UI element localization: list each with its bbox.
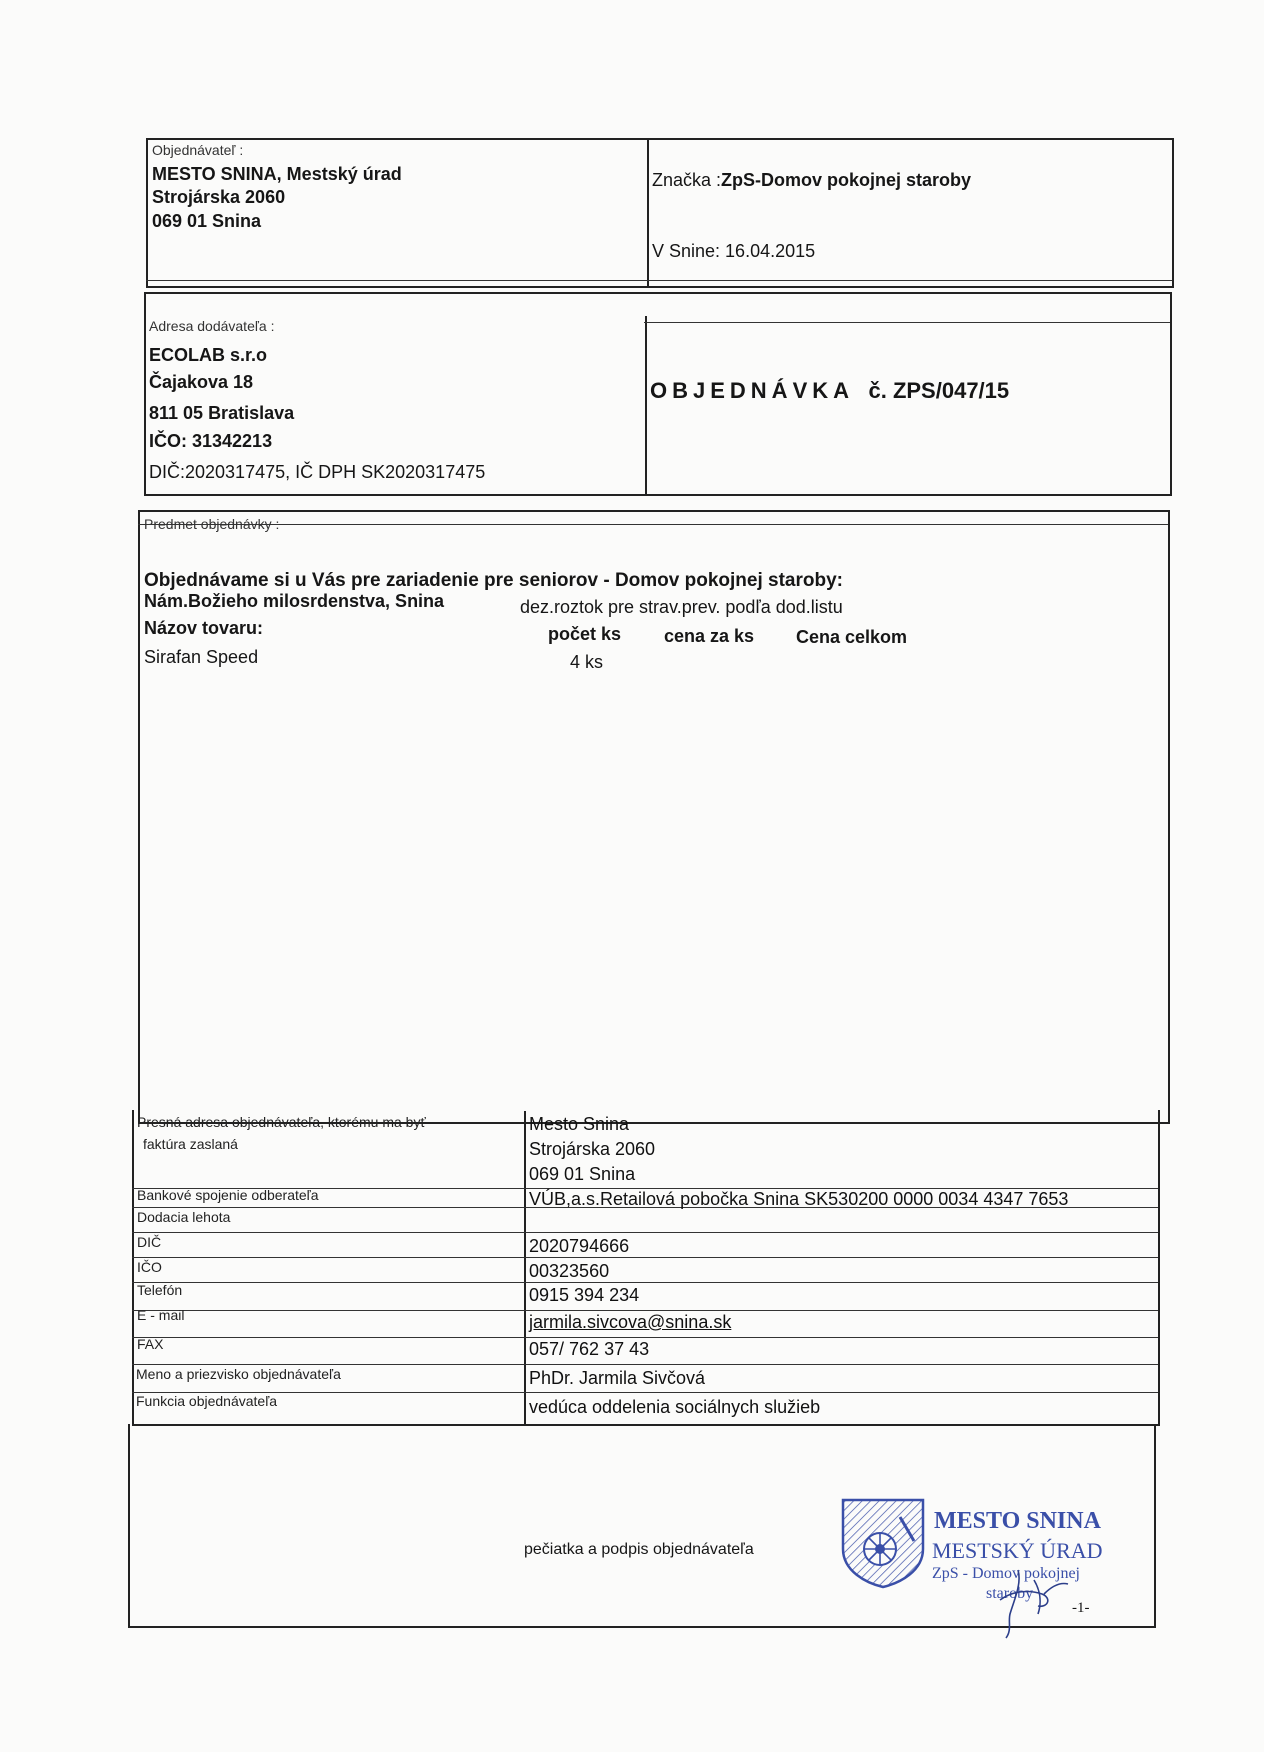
- function-label: Funkcia objednávateľa: [136, 1393, 278, 1409]
- supplier-ico: IČO: 31342213: [149, 431, 273, 451]
- page-mark: -1-: [1072, 1600, 1090, 1616]
- supplier-street: Čajakova 18: [149, 372, 254, 392]
- details-row-line: [132, 1310, 1158, 1311]
- delivery-label: Dodacia lehota: [137, 1209, 231, 1225]
- supplier-dic: DIČ:2020317475, IČ DPH SK2020317475: [149, 462, 486, 482]
- header-bottom-line: [146, 280, 1172, 281]
- details-row-line: [132, 1392, 1158, 1393]
- supplier-city: 811 05 Bratislava: [149, 403, 295, 423]
- phone-label: Telefón: [137, 1282, 183, 1298]
- subject-label: Predmet objednávky :: [144, 516, 280, 532]
- invoice-address-label: Presná adresa objednávateľa, ktorému ma byť: [137, 1114, 426, 1130]
- dic-value: 2020794666: [529, 1236, 630, 1256]
- signature-caption: pečiatka a podpis objednávateľa: [524, 1541, 754, 1558]
- column-unit-price: cena za ks: [664, 626, 755, 646]
- order-title-number: č. ZPS/047/15: [868, 378, 1010, 403]
- dic-label: DIČ: [137, 1234, 162, 1250]
- supplier-top-line: [644, 322, 1170, 323]
- invoice-address-line: Strojárska 2060: [529, 1139, 656, 1159]
- fax-value: 057/ 762 37 43: [529, 1339, 650, 1359]
- details-row-line: [132, 1337, 1158, 1338]
- supplier-divider: [645, 316, 647, 494]
- person-label: Meno a priezvisko objednávateľa: [136, 1366, 341, 1382]
- ico-value: 00323560: [529, 1261, 610, 1281]
- ico-label: IČO: [137, 1259, 162, 1275]
- orderer-city: 069 01 Snina: [152, 211, 262, 231]
- reference-prefix: Značka :: [652, 170, 722, 190]
- details-row-line: [132, 1282, 1158, 1283]
- subject-top-line: [138, 524, 1168, 525]
- details-row-line: [132, 1257, 1158, 1258]
- reference-value: ZpS-Domov pokojnej staroby: [721, 170, 972, 190]
- invoice-address-line: 069 01 Snina: [529, 1164, 636, 1184]
- reference-line: [652, 170, 971, 191]
- invoice-address-line: Mesto Snina: [529, 1114, 630, 1134]
- bank-label: Bankové spojenie odberateľa: [137, 1187, 319, 1203]
- fax-label: FAX: [137, 1336, 164, 1352]
- email-value[interactable]: jarmila.sivcova@snina.sk: [529, 1312, 732, 1332]
- stamp-line-1: MESTO SNINA: [934, 1508, 1101, 1534]
- column-item: Názov tovaru:: [144, 618, 264, 638]
- subject-address: Nám.Božieho milosrdenstva, Snina: [144, 591, 445, 611]
- column-qty: počet ks: [548, 624, 622, 644]
- orderer-name: MESTO SNINA, Mestský úrad: [152, 164, 402, 184]
- item-qty: 4 ks: [570, 652, 604, 672]
- stamp-line-3: ZpS - Domov pokojnej: [932, 1565, 1080, 1582]
- column-total: Cena celkom: [796, 627, 908, 647]
- details-row-line: [132, 1364, 1158, 1365]
- bank-value: VÚB,a.s.Retailová pobočka Snina SK530200 0000 0034 4347 7653: [529, 1189, 1069, 1209]
- phone-value: 0915 394 234: [529, 1285, 640, 1305]
- invoice-address-label-cont: faktúra zaslaná: [143, 1136, 238, 1152]
- item-name: Sirafan Speed: [144, 647, 259, 667]
- stamp-line-2: MESTSKÝ ÚRAD: [932, 1538, 1103, 1563]
- function-value: vedúca oddelenia sociálnych služieb: [529, 1397, 821, 1417]
- header-divider: [647, 140, 649, 286]
- handwritten-signature: [990, 1560, 1080, 1640]
- subject-note: dez.roztok pre strav.prev. podľa dod.listu: [520, 597, 843, 617]
- order-title: [650, 378, 1009, 404]
- person-value: PhDr. Jarmila Sivčová: [529, 1368, 706, 1388]
- orderer-street: Strojárska 2060: [152, 187, 286, 207]
- stamp-line-4: staroby: [986, 1585, 1034, 1602]
- email-label: E - mail: [137, 1307, 185, 1323]
- subject-intro: Objednávame si u Vás pre zariadenie pre seniorov - Domov pokojnej staroby:: [144, 570, 843, 591]
- orderer-label: Objednávateľ :: [152, 142, 244, 158]
- city-crest-icon: [840, 1497, 926, 1589]
- supplier-name: ECOLAB s.r.o: [149, 345, 268, 365]
- header-box: [146, 138, 1174, 288]
- details-divider: [524, 1111, 526, 1425]
- order-title-word: OBJEDNÁVKA: [650, 378, 855, 403]
- order-date: V Snine: 16.04.2015: [652, 241, 816, 261]
- supplier-label: Adresa dodávateľa :: [149, 318, 275, 334]
- details-row-line: [132, 1232, 1158, 1233]
